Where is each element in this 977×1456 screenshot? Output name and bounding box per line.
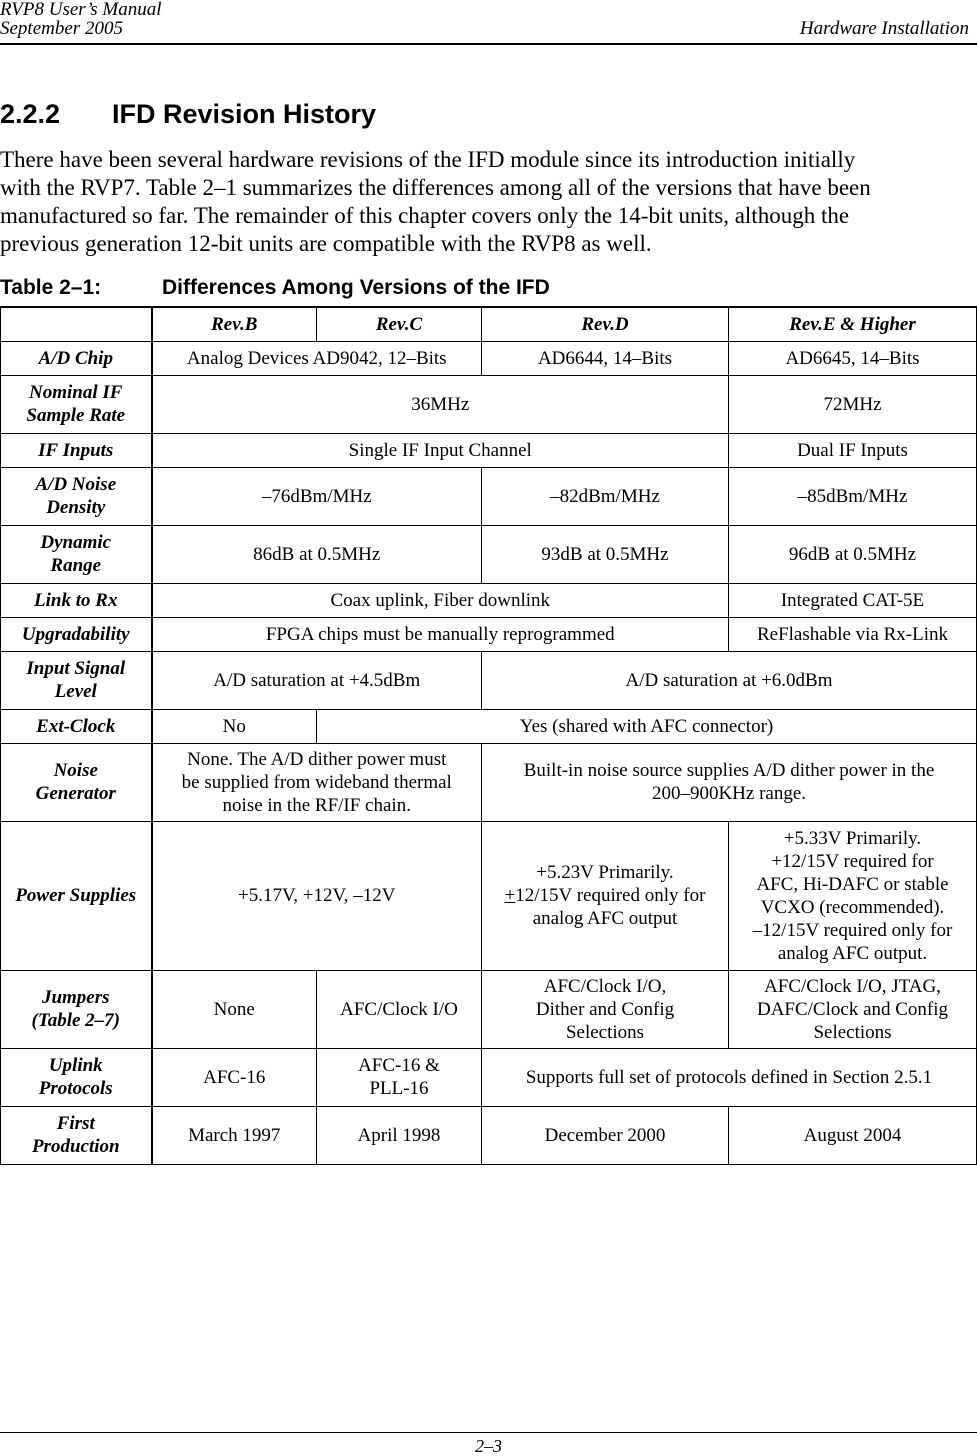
table-row	[1, 651, 977, 709]
row-label: Input Signal Level	[1, 651, 152, 709]
table-row	[1, 743, 977, 821]
footer-rule	[0, 1432, 977, 1433]
table-cell: Supports full set of protocols defined in Section 2.5.1	[482, 1048, 977, 1106]
intro-line: manufactured so far. The remainder of this chapter covers only the 14-bit units, although the	[0, 203, 850, 228]
table-row	[1, 709, 977, 743]
row-label: Power Supplies	[1, 821, 152, 970]
row-label: A/D Noise Density	[1, 467, 152, 525]
table-cell: December 2000	[482, 1106, 729, 1164]
section-title: IFD Revision History	[112, 99, 377, 129]
table-cell: Dual IF Inputs	[729, 433, 977, 467]
table-caption-title: Differences Among Versions of the IFD	[162, 276, 550, 299]
table-cell: April 1998	[317, 1106, 482, 1164]
intro-line: with the RVP7. Table 2–1 summarizes the differences among all of the versions that have been	[0, 175, 871, 200]
table-cell: –85dBm/MHz	[729, 467, 977, 525]
table-cell: AD6645, 14–Bits	[729, 341, 977, 375]
section-heading	[0, 97, 376, 131]
table-cell: +5.33V Primarily. +12/15V required for AFC, Hi-DAFC or stable VCXO (recommended). –12/15V required only for analog AFC output.	[729, 821, 977, 970]
table-row	[1, 617, 977, 651]
table-row	[1, 970, 977, 1048]
table-cell: August 2004	[729, 1106, 977, 1164]
table-cell: FPGA chips must be manually reprogrammed	[152, 617, 729, 651]
page-header	[0, 0, 977, 46]
table-cell: 93dB at 0.5MHz	[482, 525, 729, 583]
header-cell-empty	[1, 307, 152, 341]
table-cell: March 1997	[152, 1106, 317, 1164]
table-cell: Built-in noise source supplies A/D dither power in the 200–900KHz range.	[482, 743, 977, 821]
table-cell: +5.17V, +12V, –12V	[152, 821, 482, 970]
header-cell-rev-b: Rev.B	[152, 307, 317, 341]
page-number: 2–3	[475, 1436, 502, 1456]
table-row	[1, 467, 977, 525]
table-cell: AFC-16	[152, 1048, 317, 1106]
header-cell-rev-e: Rev.E & Higher	[729, 307, 977, 341]
table-caption	[0, 275, 550, 301]
table-cell: –82dBm/MHz	[482, 467, 729, 525]
table-cell: 72MHz	[729, 375, 977, 433]
table-row	[1, 1048, 977, 1106]
table-cell: Analog Devices AD9042, 12–Bits	[152, 341, 482, 375]
table-cell: ReFlashable via Rx-Link	[729, 617, 977, 651]
intro-line: There have been several hardware revisions of the IFD module since its introduction initially	[0, 147, 856, 172]
row-label: First Production	[1, 1106, 152, 1164]
row-label: Uplink Protocols	[1, 1048, 152, 1106]
table-cell: +5.23V Primarily. +12/15V required only for analog AFC output	[482, 821, 729, 970]
table-cell: AFC-16 & PLL-16	[317, 1048, 482, 1106]
table-row	[1, 375, 977, 433]
table-header-row	[1, 307, 977, 341]
table-cell: –76dBm/MHz	[152, 467, 482, 525]
table-cell: AD6644, 14–Bits	[482, 341, 729, 375]
row-label: Upgradability	[1, 617, 152, 651]
table-cell: A/D saturation at +6.0dBm	[482, 651, 977, 709]
header-cell-rev-c: Rev.C	[317, 307, 482, 341]
table-row	[1, 525, 977, 583]
table-cell: Integrated CAT-5E	[729, 583, 977, 617]
table-cell: Single IF Input Channel	[152, 433, 729, 467]
table-row	[1, 1106, 977, 1164]
table-row	[1, 583, 977, 617]
row-label: Link to Rx	[1, 583, 152, 617]
table-cell: AFC/Clock I/O, JTAG, DAFC/Clock and Config Selections	[729, 970, 977, 1048]
row-label: Nominal IF Sample Rate	[1, 375, 152, 433]
table-cell: AFC/Clock I/O, Dither and Config Selections	[482, 970, 729, 1048]
revision-table	[0, 306, 977, 1165]
table-cell: 86dB at 0.5MHz	[152, 525, 482, 583]
table-cell: A/D saturation at +4.5dBm	[152, 651, 482, 709]
row-label: Jumpers (Table 2–7)	[1, 970, 152, 1048]
row-label: IF Inputs	[1, 433, 152, 467]
header-cell-rev-d: Rev.D	[482, 307, 729, 341]
table-row	[1, 341, 977, 375]
intro-line: previous generation 12-bit units are compatible with the RVP8 as well.	[0, 231, 652, 256]
table-row	[1, 821, 977, 970]
manual-date: September 2005	[0, 18, 123, 39]
header-rule	[0, 43, 977, 45]
table-caption-number: Table 2–1:	[0, 276, 102, 299]
row-label: A/D Chip	[1, 341, 152, 375]
row-label: Ext-Clock	[1, 709, 152, 743]
table-cell: None. The A/D dither power must be supplied from wideband thermal noise in the RF/IF chain.	[152, 743, 482, 821]
intro-paragraph	[0, 146, 970, 258]
table-cell: None	[152, 970, 317, 1048]
table-cell: Yes (shared with AFC connector)	[317, 709, 977, 743]
table-cell: AFC/Clock I/O	[317, 970, 482, 1048]
table-cell: No	[152, 709, 317, 743]
table-cell: 36MHz	[152, 375, 729, 433]
table-cell: 96dB at 0.5MHz	[729, 525, 977, 583]
chapter-title: Hardware Installation	[799, 18, 969, 39]
manual-title: RVP8 User’s Manual	[0, 0, 162, 20]
row-label: Noise Generator	[1, 743, 152, 821]
row-label: Dynamic Range	[1, 525, 152, 583]
table-cell: Coax uplink, Fiber downlink	[152, 583, 729, 617]
table-row	[1, 433, 977, 467]
section-number: 2.2.2	[0, 99, 61, 129]
